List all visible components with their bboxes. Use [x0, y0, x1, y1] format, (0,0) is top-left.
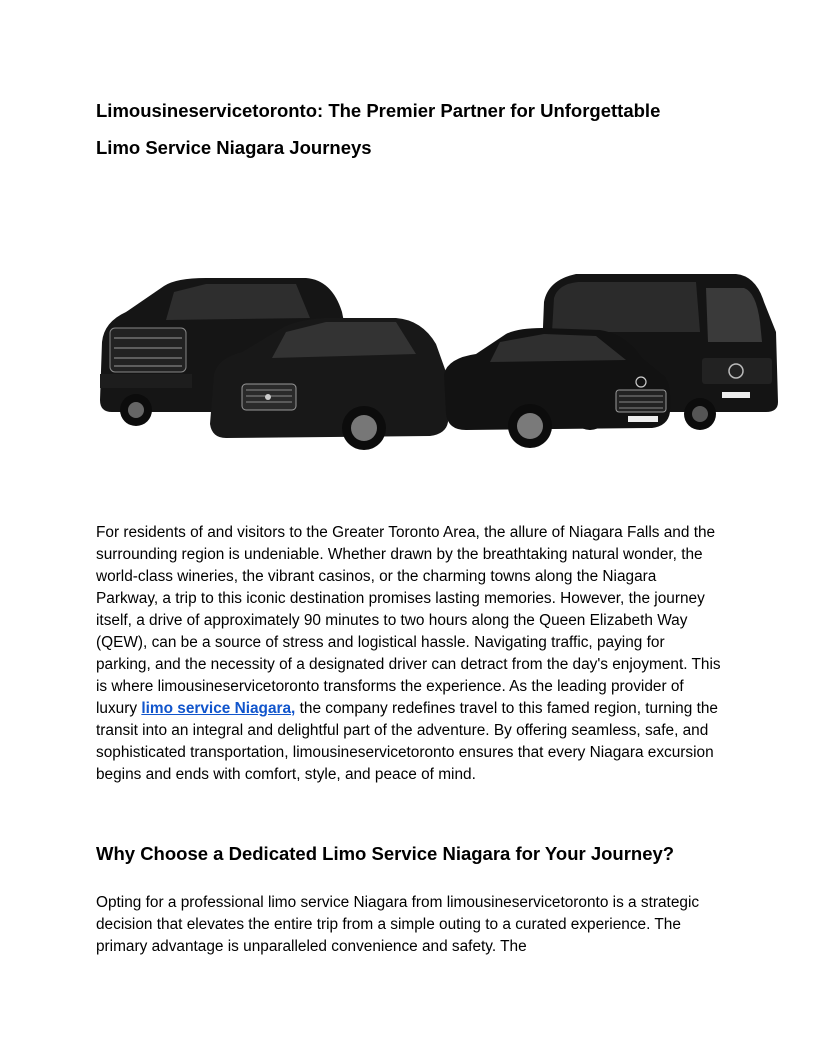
section-paragraph: Opting for a professional limo service Niagara from limousineservicetoronto is a strategic decision that elevates the entire trip from a simple outing to a curated experience. The primary advantage is unparalleled convenience and safety. The	[96, 894, 700, 955]
section-heading: Why Choose a Dedicated Limo Service Niagara for Your Journey?	[96, 843, 675, 864]
limo-service-niagara-link[interactable]: limo service Niagara,	[141, 700, 296, 717]
title-line-1: Limousineservicetoronto: The Premier Partner for Unforgettable	[96, 100, 661, 121]
page-title	[96, 92, 736, 166]
intro-text-after-link: the company redefines travel to this famed region, turning the transit into an integral and delightful part of the adventure. By offering seamless, safe, and sophisticated transportation, limousineservicetoronto ensures that every Niagara excursion begins and ends with comfort, style, and peace of mind.	[96, 700, 718, 783]
intro-paragraph	[96, 522, 721, 786]
title-line-2: Limo Service Niagara Journeys	[96, 137, 372, 158]
car-fleet-image	[96, 262, 782, 476]
intro-text-before-link: For residents of and visitors to the Greater Toronto Area, the allure of Niagara Falls and the surrounding region is undeniable. Whether drawn by the breathtaking natural wonder, the world-class wineries, the vibrant casinos, or the charming towns along the Niagara Parkway, a trip to this iconic destination promises lasting memories. However, the journey itself, a drive of approximately 90 minutes to two hours along the Queen Elizabeth Way (QEW), can be a source of stress and logistical hassle. Navigating traffic, paying for parking, and the necessity of a designated driver can detract from the day's enjoyment. This is where limousineservicetoronto transforms the experience. As the leading provider of luxury	[96, 524, 721, 717]
